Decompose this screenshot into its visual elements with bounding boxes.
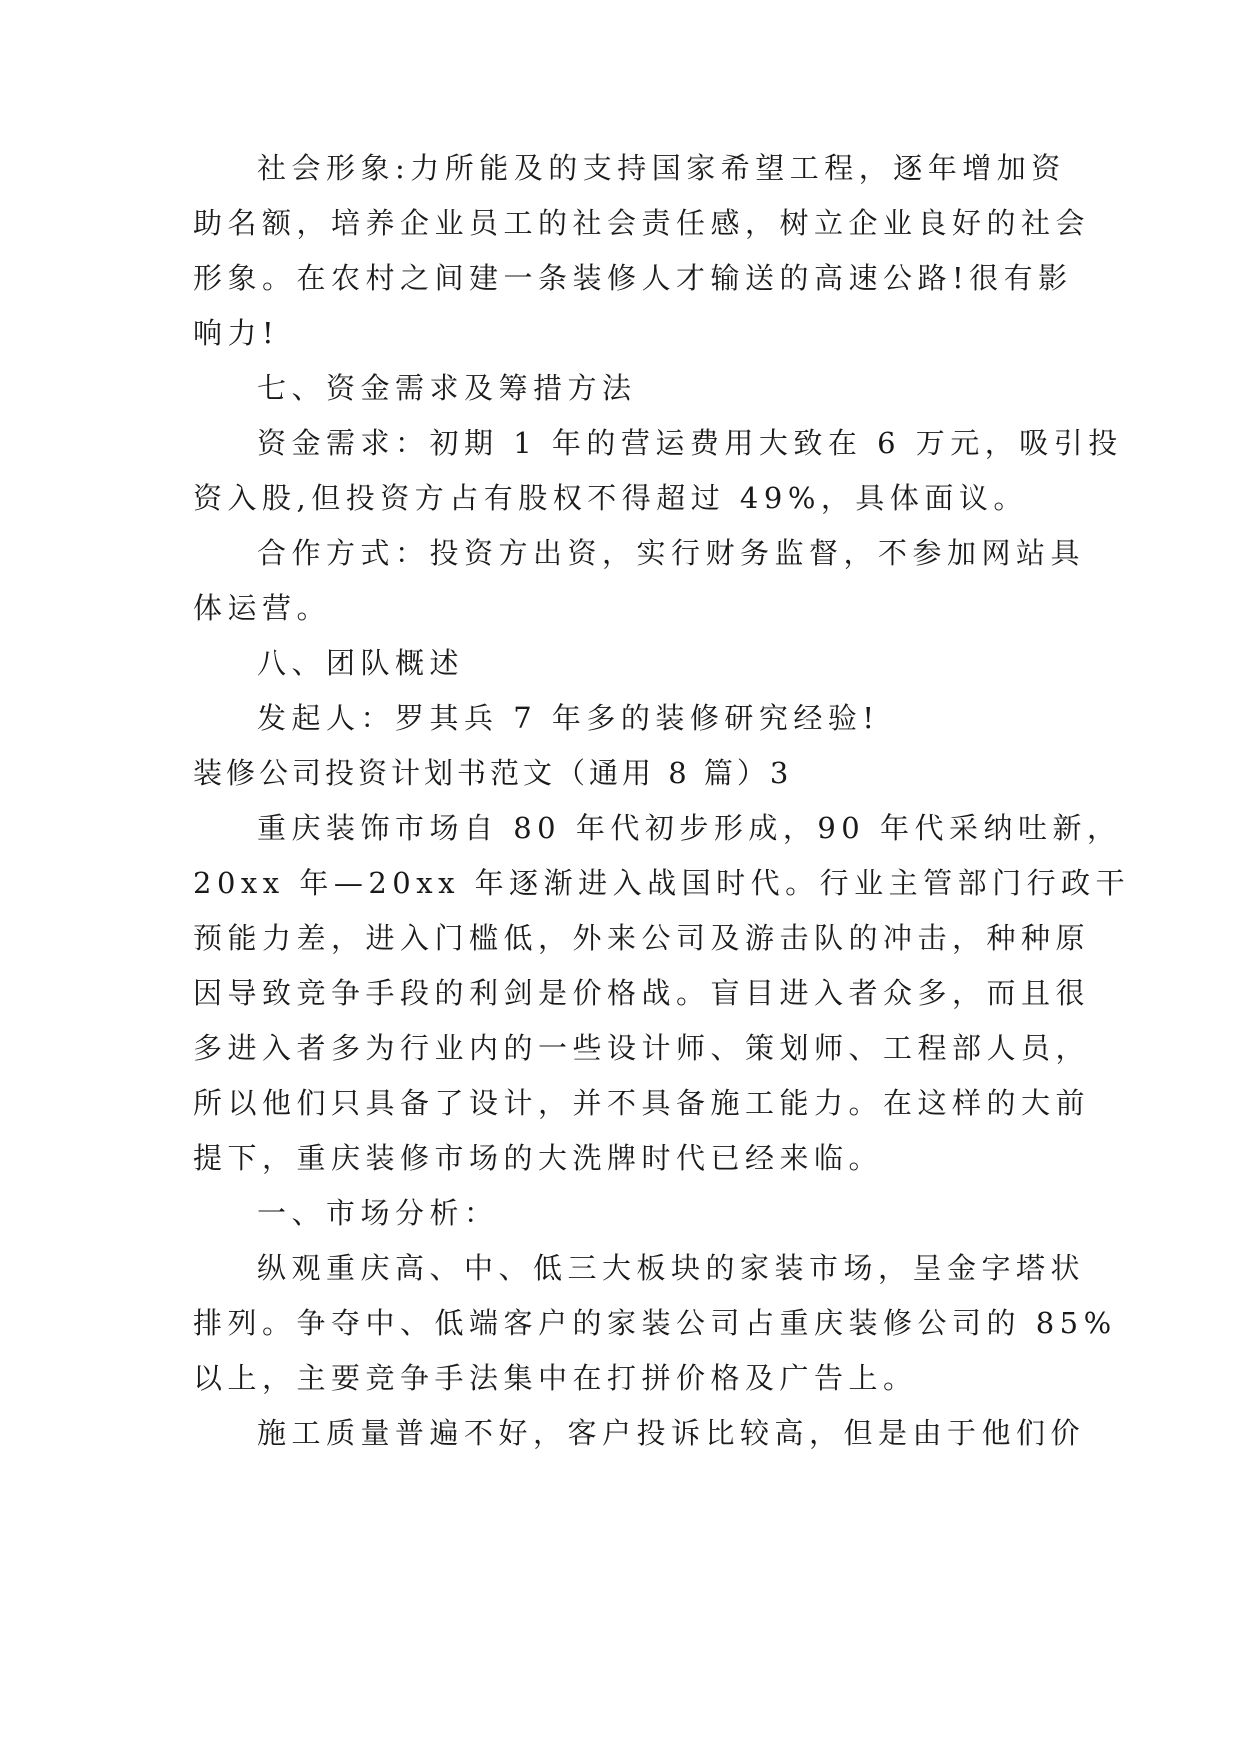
paragraph-market-history-line-1: 重庆装饰市场自 80 年代初步形成，90 年代采纳吐新， bbox=[257, 811, 1122, 845]
paragraph-social-image-line-2: 助名额，培养企业员工的社会责任感，树立企业良好的社会 bbox=[193, 206, 1091, 240]
paragraph-cooperation-line-1: 合作方式：投资方出资，实行财务监督，不参加网站具 bbox=[257, 536, 1086, 570]
paragraph-founder: 发起人：罗其兵 7 年多的装修研究经验! bbox=[257, 701, 880, 735]
paragraph-social-image-line-1: 社会形象:力所能及的支持国家希望工程，逐年增加资 bbox=[257, 151, 1066, 185]
paragraph-market-structure-line-3: 以上，主要竞争手法集中在打拼价格及广告上。 bbox=[193, 1361, 918, 1395]
paragraph-market-history-line-6: 所以他们只具备了设计，并不具备施工能力。在这样的大前 bbox=[193, 1086, 1091, 1120]
section-heading-market-analysis: 一、市场分析： bbox=[257, 1196, 499, 1230]
paragraph-funding-need-line-2: 资入股,但投资方占有股权不得超过 49%，具体面议。 bbox=[193, 481, 1028, 515]
paragraph-market-history-line-2: 20xx 年—20xx 年逐渐进入战国时代。行业主管部门行政干 bbox=[193, 866, 1131, 900]
paragraph-market-structure-line-1: 纵观重庆高、中、低三大板块的家装市场，呈金字塔状 bbox=[257, 1251, 1086, 1285]
article-title: 装修公司投资计划书范文（通用 8 篇）3 bbox=[193, 756, 793, 790]
section-heading-team: 八、团队概述 bbox=[257, 646, 465, 680]
paragraph-social-image-line-3: 形象。在农村之间建一条装修人才输送的高速公路!很有影 bbox=[193, 261, 1073, 295]
paragraph-market-history-line-4: 因导致竞争手段的利剑是价格战。盲目进入者众多，而且很 bbox=[193, 976, 1091, 1010]
section-heading-funding: 七、资金需求及筹措方法 bbox=[257, 371, 637, 405]
paragraph-quality-line-1: 施工质量普遍不好，客户投诉比较高，但是由于他们价 bbox=[257, 1416, 1086, 1450]
paragraph-social-image-line-4: 响力! bbox=[193, 316, 280, 350]
paragraph-cooperation-line-2: 体运营。 bbox=[193, 591, 332, 625]
paragraph-funding-need-line-1: 资金需求：初期 1 年的营运费用大致在 6 万元，吸引投 bbox=[257, 426, 1123, 460]
paragraph-market-structure-line-2: 排列。争夺中、低端客户的家装公司占重庆装修公司的 85% bbox=[193, 1306, 1117, 1340]
paragraph-market-history-line-5: 多进入者多为行业内的一些设计师、策划师、工程部人员， bbox=[193, 1031, 1091, 1065]
paragraph-market-history-line-7: 提下，重庆装修市场的大洗牌时代已经来临。 bbox=[193, 1141, 884, 1175]
paragraph-market-history-line-3: 预能力差，进入门槛低，外来公司及游击队的冲击，种种原 bbox=[193, 921, 1091, 955]
